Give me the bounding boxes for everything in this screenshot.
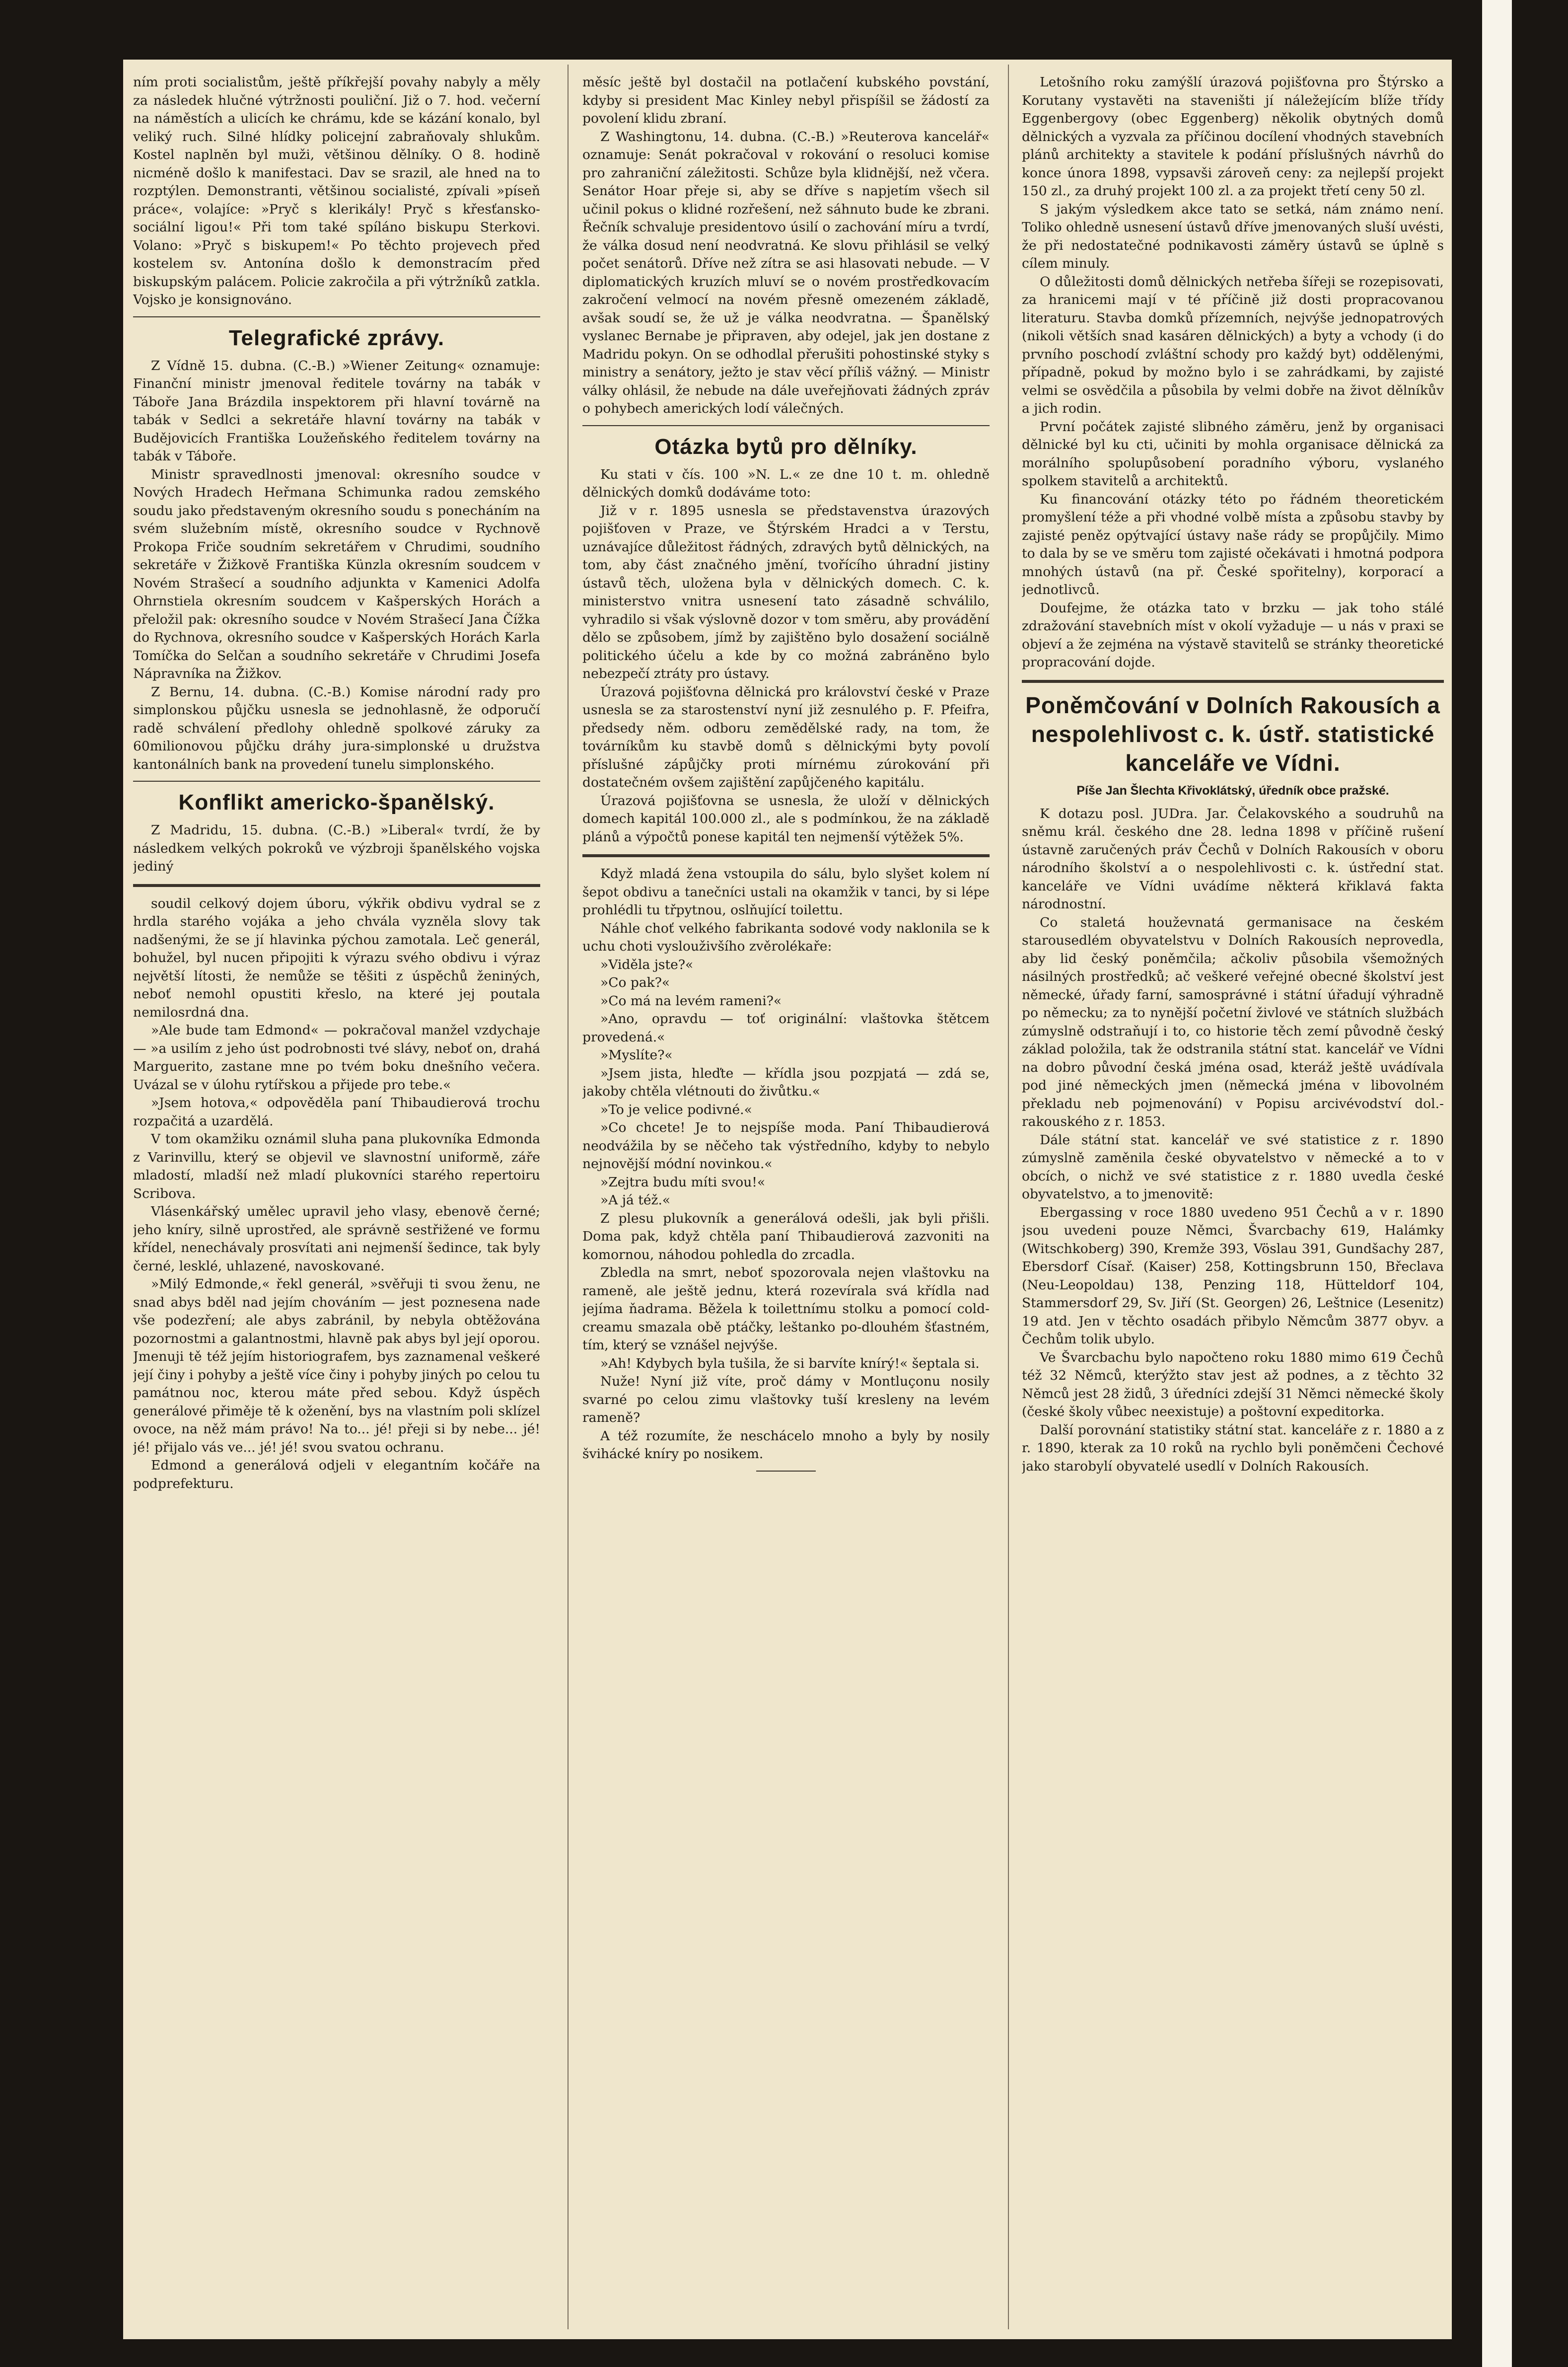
feuilleton-paragraph: »Jsem hotova,« odpověděla paní Thibaudierová trochu rozpačitá a uzardělá.: [133, 1095, 540, 1129]
section-heading-housing: Otázka bytů pro dělníky.: [654, 434, 918, 459]
column-3: [1022, 74, 1444, 2323]
feuilleton-paragraph: V tom okamžiku oznámil sluha pana plukovníka Edmonda z Varinvillu, který se objevil ve slavnostní uniformě, záře mladostí, mladší než mladí plukovníci starého repertoiru Scribova.: [133, 1131, 540, 1201]
housing-paragraph: Úrazová pojišťovna dělnická pro království české v Praze usnesla se za starostenství nyní již zesnulého p. F. Pfeifra, předsedy něm. odboru zemědělské rady, na tom, že továrníkům ku stavbě domů s dělnickými byty povolí příslušné zápůjčky proti mírnému zúrokování při dostatečném ovšem zajištění zapůjčeného kapitálu.: [582, 684, 990, 790]
housing-paragraph: Ku financování otázky této po řádném theoretickém promyšlení téže a při vhodné volbě místa a způsobu stavby by zajisté peněz opýtvající ústavy naše rády se propůjčily. Mimo to dala by se ve směru tom zajisté očekávati i hmotná podpora mnohých ústavů (na př. České spořitelny), korporací a jednotlivců.: [1022, 491, 1444, 597]
divider: [1022, 680, 1444, 683]
newspaper-page: [123, 60, 1452, 2339]
byline: Píše Jan Šlechta Křivoklátský, úředník obce pražské.: [1076, 783, 1389, 798]
feuilleton-paragraph: »Ano, opravdu — toť originální: vlaštovka štětcem provedená.«: [582, 1011, 990, 1045]
feuilleton-paragraph: »Ale bude tam Edmond« — pokračoval manžel vzdychaje — »a usilím z jeho úst podrobnosti tvé slávy, neboť on, drahá Marguerito, zastane mne po tvém boku dnešního večera. Uvázal se v úlohu rytířskou a přijede pro tebe.«: [133, 1023, 540, 1093]
germanization-paragraph: Ve Švarcbachu bylo napočteno roku 1880 mimo 619 Čechů též 32 Němců, kterýžto stav jest až podnes, a z těchto 32 Němců jest 28 židů, 3 úředníci zdejší 31 Němci německé školy (české školy vůbec neexistuje) a poštovní expeditorka.: [1022, 1349, 1444, 1419]
housing-paragraph: Úrazová pojišťovna se usnesla, že uloží v dělnických domech kapitál 100.000 zl., ale s podmínkou, že na základě plánů a výpočtů ponese kapitál ten nejmenší výtěžek 5%.: [582, 793, 990, 845]
feuilleton-paragraph: Vlásenkářský umělec upravil jeho vlasy, ebenově černé; jeho kníry, silně uprostřed, ale správně sestřižené ve formu křídel, nenechávaly prosvítati ani nejmenší šedince, tak byly černé, lesklé, uhlazené, navoskované.: [133, 1204, 540, 1274]
section-heading-conflict: Konflikt americko-španělský.: [178, 790, 495, 814]
germanization-paragraph: Další porovnání statistiky státní stat. kanceláře z r. 1880 a z r. 1890, kterak za 10 roků na rychlo byli poněmčeni Čechové jako starobylí obyvatelé usedlí v Dolních Rakousích.: [1022, 1422, 1444, 1474]
divider: [582, 425, 990, 426]
feuilleton-paragraph: »To je velice podivné.«: [600, 1102, 752, 1117]
housing-paragraph: Již v r. 1895 usnesla se představenstva úrazových pojišťoven v Praze, ve Štýrském Hradci a v Terstu, uznávajíce důležitost řádných, zdravých bytů dělnických, na tom, aby část značného jmění, tvořícího úhradní jistiny ústavů těch, uložena byla v dělnických domech. C. k. ministerstvo vnitra usnesení tato zásadně schválilo, vyhradilo si však výslovně dozor v tom směru, aby provádění dělo se způsobem, jímž by zajištěno bylo dosažení sociálně politického účelu a kde by co možná zabráněno bylo nebezpečí ztráty pro ústavy.: [582, 503, 990, 681]
feuilleton-paragraph: Nuže! Nyní již víte, proč dámy v Montluçonu nosily svarné po celou zimu vlaštovky tuší kresleny na levém rameně?: [582, 1374, 990, 1425]
housing-paragraph: První počátek zajisté slibného záměru, jenž by organisaci dělnické byl ku cti, učiniti by mohla organisace dělnická za morálního spolupůsobení poradního výboru, vyslaného spolkem stavitelů a architektů.: [1022, 419, 1444, 489]
column-1: [133, 74, 540, 2323]
feuilleton-paragraph: Když mladá žena vstoupila do sálu, bylo slyšet kolem ní šepot obdivu a tanečníci ustali na okamžik v tanci, by si lépe prohlédli tu třpytnou, oslňující toilettu.: [582, 866, 990, 918]
news-item-vienna-appointments: Ministr spravedlnosti jmenoval: okresního soudce v Nových Hradech Heřmana Schimunka radou zemského soudu jako představeným okresního soudu s ponecháním na svém služebním místě, okresního soudce v Rychnově Prokopa Friče soudním sekretářem v Chrudimi, soudního sekretáře v Žižkově Františka Künzla okresním soudcem v Novém Strašecí a soudního adjunkta v Kamenici Adolfa Ohrnstiela okresním soudcem v Kašperských Horách a přeložil pak: okresního soudce v Novém Strašecí Jana Čížka do Rychnova, okresního soudce v Kašperských Horách Karla Tomíčka do Selčan a soudního sekretáře v Chrudimi Josefa Nápravníka na Žižkov.: [133, 466, 540, 681]
feuilleton-divider: [582, 854, 990, 857]
feuilleton-paragraph: »Viděla jste?«: [600, 957, 694, 972]
feuilleton-paragraph: »Co chcete! Je to nejspíše moda. Paní Thibaudierová neodvážila by se něčeho tak výstředního, kdyby to nebylo nejnovější módní novinkou.«: [582, 1120, 990, 1172]
feuilleton-divider: [133, 884, 540, 887]
germanization-paragraph: Dále státní stat. kancelář ve své statistice z r. 1890 zúmyslně zaměnila české obyvatelstvo v německé a to v obcích, o nichž ve své statistice z r. 1880 uvedla české obyvatelstvo, a to jmenovitě:: [1022, 1132, 1444, 1202]
germanization-paragraph: K dotazu posl. JUDra. Jar. Čelakovského a soudruhů na sněmu král. českého dne 28. ledna 1898 v příčině rušení ústavně zaručených práv Čechů v Dolních Rakousích v oboru národního školství a o nespolehlivosti c. k. ústřední stat. kanceláře ve Vídni uvádíme některá křiklavá fakta národnostní.: [1022, 806, 1444, 912]
article-continuation: měsíc ještě byl dostačil na potlačení kubského povstání, kdyby si president Mac Kinley nebyl přispíšil se žádostí za povolení klidu zbraní.: [582, 74, 990, 126]
feuilleton-paragraph: »Milý Edmonde,« řekl generál, »svěřuji ti svou ženu, ne snad abys bděl nad jejím chováním — jest poznesena nade vše podezření; ale abys zabránil, by nebyla obtěžována pozornostmi a galantnostmi, hlavně pak abys byl její oporou. Jmenuji tě též jejím historiografem, bys zaznamenal veškeré její činy i pohyby a ještě více činy i pohyby jiných po celou tu památnou noc, kterou máte před sebou. Když úspěch generálové přiměje tě k oženění, bys na vlastním poli sklízel ovoce, na něž mám právo! Na to... jé! přeji si by nebe... jé! jé! přijalo vás ve... jé! jé! svou svatou ochranu.: [133, 1276, 540, 1455]
germanization-paragraph: Co staletá houževnatá germanisace na českém starousedlém obyvatelstvu v Dolních Rakousích neprovedla, aby lid český poněmčila; ačkoliv působila všemožných násilných prostředků; ač veškeré veřejné obecné školství jest německé, úřady farní, samosprávné i státní úřadují výhradně po německu; za to nynější početní živlové ve státních službách zúmyslně odstraňují i to, co historie těch zemí původně český základ položila, tak že odstranila státní stat. kancelář ve Vídni na dobro původní česká jména osad, kteráž ještě uvádívala pod jiné německých jmen (německá jména v libovolném překladu neb pojmenování) v Popisu arcivévodství dol.-rakouského z r. 1853.: [1022, 914, 1444, 1129]
scan-edge: [1482, 0, 1512, 2367]
feuilleton-paragraph: »Myslíte?«: [600, 1047, 673, 1063]
feuilleton-paragraph: »Ah! Kdybych byla tušila, že si barvíte knírý!« šeptala si.: [600, 1355, 980, 1371]
article-continuation: ním proti socialistům, ještě příkřejší povahy nabyly a měly za následek hlučné výtržnosti pouliční. Již o 7. hod. večerní na náměstích a ulicích ke chrámu, kde se kázání konalo, byl veliký ruch. Silné hlídky policejní zabraňovaly shlukům. Kostel naplněn byl muži, většinou dělníky. O 8. hodině nicméně došlo k manifestaci. Dav se srazil, ale hned na to rozptýlen. Demonstranti, většinou socialisté, zpívali »píseň práce«, volajíce: »Pryč s klerikály! Pryč s křesťansko-sociální ligou!« Při tom také spíláno biskupu Sterkovi. Volano: »Pryč s biskupem!« Po těchto projevech před kostelem sv. Antonína došlo k demonstracím před biskupským palácem. Policie zakročila a při výtržníků zatkla. Vojsko je konsignováno.: [133, 74, 540, 307]
feuilleton-paragraph: »Jsem jista, hleďte — křídla jsou pozpjatá — zdá se, jakoby chtěla vlétnouti do živůtku.«: [582, 1065, 990, 1099]
germanization-paragraph: Ebergassing v roce 1880 uvedeno 951 Čechů a v r. 1890 jsou uvedeni pouze Němci, Švarcbachy 619, Halámky (Witschkoberg) 390, Kremže 393, Vöslau 391, Gundšachy 287, Ebersdorf Císař. (Kaiser) 258, Kottingsbrunn 150, Břeclava (Neu-Leopoldau) 138, Penzing 118, Hütteldorf 104, Stammersdorf 29, Sv. Jiří (St. Georgen) 26, Leštnice (Lesenitz) 19 atd. Jen v těchto osadách přibylo Němcům 3877 obyv. a Čechům tolik ubylo.: [1022, 1204, 1444, 1347]
divider: [133, 316, 540, 317]
section-heading-telegraph: Telegrafické zprávy.: [228, 325, 445, 350]
feuilleton-paragraph: »Zejtra budu míti svou!«: [600, 1174, 766, 1190]
news-item-bern: Z Bernu, 14. dubna. (C.-B.) Komise národní rady pro simplonskou půjčku usnesla se jednohlasně, že odporučí radě schválení předlohy ohledně spolkové záruky za 60milionovou půjčku dráhy jura-simplonské u družstva kantonálních bank na provedení tunelu simplonského.: [133, 684, 540, 772]
feuilleton-right: [582, 865, 990, 1472]
column-2: [582, 74, 990, 2323]
news-item-madrid: Z Madridu, 15. dubna. (C.-B.) »Liberal« tvrdí, že by následkem velkých pokroků ve výzbroji španělského vojska jediný: [133, 822, 540, 874]
column-rule: [1008, 65, 1009, 2329]
feuilleton-paragraph: Edmond a generálová odjeli v elegantním kočáře na podprefekturu.: [133, 1458, 540, 1491]
housing-paragraph: Doufejme, že otázka tato v brzku — jak toho stálé zdražování stavebních míst v okolí vyžaduje — u nás v praxi se objeví a že zejména na výstavě stavitelů se stránky theoretické propracování dojde.: [1022, 600, 1444, 670]
feuilleton-paragraph: Z plesu plukovník a generálová odešli, jak byli přišli. Doma pak, když chtěla paní Thibaudierová zazvoniti na komornou, náhodou pohledla do zrcadla.: [582, 1210, 990, 1262]
feuilleton-paragraph: »Co má na levém rameni?«: [600, 993, 782, 1009]
column-rule: [568, 65, 569, 2329]
end-mark: [756, 1471, 816, 1472]
housing-paragraph: Letošního roku zamýšlí úrazová pojišťovna pro Štýrsko a Korutany vystavěti na staveništi jí náležejícím blíže třídy Eggenbergovy (obec Eggenberg) několik obytných domů dělnických a vyzvala za příčinou docílení vhodných stavebních plánů architekty a stavitele k podání příslušných návrhů do konce února 1898, vypsavši zároveň ceny: za nejlepší projekt 150 zl., za druhý projekt 100 zl. a za projekt třetí ceny 50 zl.: [1022, 74, 1444, 199]
feuilleton-left: [133, 895, 540, 1493]
feuilleton-paragraph: »Co pak?«: [600, 975, 670, 990]
divider: [133, 781, 540, 782]
housing-paragraph: O důležitosti domů dělnických netřeba šířeji se rozepisovati, za hranicemi mají v té příčině již dosti propracovanou literaturu. Stavba domků přízemních, nejvýše jednopatrových (nikoli větších snad kasáren dělnických) a byty a vchody (i do prvního poschodí zvláštní schody pro každý byt) oddělenými, případně, pokud by možno bylo i se zahrádkami, by zajisté velmi se osvědčila a působila by velmi dobře na život dělníkův a jich rodin.: [1022, 274, 1444, 416]
feuilleton-paragraph: Zbledla na smrt, neboť spozorovala nejen vlaštovku na rameně, ale ještě jednu, která rozevírala svá křídla nad jejíma ňadrama. Běžela k toilettnímu stolku a pomocí cold-creamu smazala obě ptáčky, leštanko po-dlouhém šťastném, tím, který se vznášel nejvýše.: [582, 1265, 990, 1353]
news-item-washington: Z Washingtonu, 14. dubna. (C.-B.) »Reuterova kancelář« oznamuje: Senát pokračoval v rokování o resoluci komise pro zahraniční záležitosti. Schůze byla klidnější, než včera. Senátor Hoar přeje si, aby se dříve s napjetím všech sil učinil pokus o klidné rozřešení, než sáhnuto bude ke zbrani. Řečník schvaluje presidentovo úsilí o zachování míru a tvrdí, že válka dosud není neodvratná. Ke slovu přihlásil se velký počet senátorů. Dříve než zítra se asi hlasovati nebude. — V diplomatických kruzích mluví se o novém prostředkovacím zakročení velmocí na novém přesně omezeném základě, avšak soudí se, že už je válka neodvratna. — Španělský vyslanec Bernabe je připraven, aby odejel, jak jen dostane z Madridu pokyn. On se odhodlal přerušiti pohostinské styky s ministry a senátory, ježto je stav věcí příliš vážný. — Ministr války ohlásil, že nebude na dále uveřejňovati žádných zpráv o pohybech amerických lodí válečných.: [582, 129, 990, 416]
section-heading-germanization: Poněmčování v Dolních Rakousích a nespolehlivost c. k. ústř. statistické kanceláře ve Vídni.: [1025, 692, 1440, 776]
feuilleton-paragraph: A též rozumíte, že neschácelo mnoho a byly by nosily švihácké kníry po nosikem.: [582, 1428, 990, 1462]
feuilleton-paragraph: Náhle choť velkého fabrikanta sodové vody naklonila se k uchu choti vyslouživšího zvěrolékaře:: [582, 920, 990, 954]
feuilleton-paragraph: »A já též.«: [600, 1192, 671, 1208]
feuilleton-paragraph: soudil celkový dojem úboru, výkřik obdivu vydral se z hrdla starého vojáka a jeho chvála vyzněla slovy tak nadšenými, že se jí hlavinka pýchou zamotala. Leč generál, bohužel, byl nucen připojiti k výrazu svého obdivu i výraz největší lítosti, že nemůže se těšiti z úspěchů ženiných, neboť nemohl opustiti křeslo, na které jej poutala nemilosrdná dna.: [133, 895, 540, 1020]
housing-paragraph: S jakým výsledkem akce tato se setká, nám známo není. Toliko ohledně usnesení ústavů dříve jmenovaných sluší uvésti, že při nedostatečné podnikavosti záměry ústavů se úplně s cílem minuly.: [1022, 201, 1444, 271]
housing-paragraph: Ku stati v čís. 100 »N. L.« ze dne 10 t. m. ohledně dělnických domků dodáváme toto:: [582, 466, 990, 500]
news-item-vienna: Z Vídně 15. dubna. (C.-B.) »Wiener Zeitung« oznamuje: Finanční ministr jmenoval ředitele továrny na tabák v Táboře Jana Brázdila inspektorem při hlavní továrně na tabák v Sedlci a sekretáře hlavní továrny na tabák v Budějovicích Františka Loužeňského ředitelem továrny na tabák v Táboře.: [133, 358, 540, 464]
